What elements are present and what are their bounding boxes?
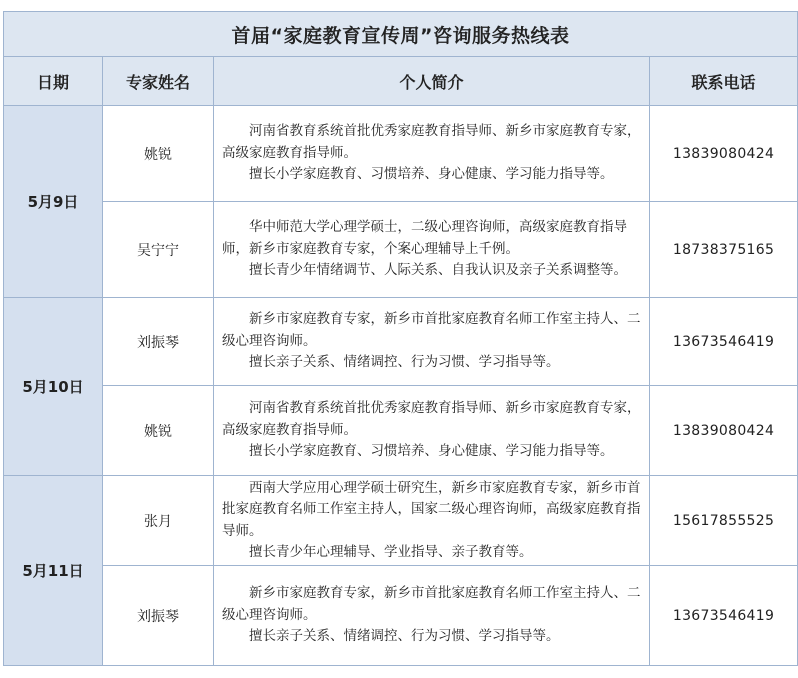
intro-line: 擅长青少年情绪调节、人际关系、自我认识及亲子关系调整等。 bbox=[249, 262, 627, 279]
phone-number[interactable]: 13839080424 bbox=[650, 106, 798, 202]
table-row bbox=[4, 476, 798, 566]
phone-number[interactable]: 13673546419 bbox=[650, 566, 798, 666]
hotline-table bbox=[3, 11, 798, 666]
expert-name: 吴宁宁 bbox=[103, 202, 214, 298]
intro-line: 擅长小学家庭教育、习惯培养、身心健康、学习能力指导等。 bbox=[249, 443, 614, 460]
intro-line: 新乡市家庭教育专家，新乡市首批家庭教育名师工作室主持人、二级心理咨询师。 bbox=[222, 585, 641, 623]
header-name: 专家姓名 bbox=[103, 57, 214, 106]
date-cell: 5月10日 bbox=[4, 298, 103, 476]
date-cell: 5月9日 bbox=[4, 106, 103, 298]
intro-line: 擅长亲子关系、情绪调控、行为习惯、学习指导等。 bbox=[249, 628, 560, 645]
expert-intro bbox=[214, 386, 650, 476]
table-row bbox=[4, 106, 798, 202]
intro-line: 河南省教育系统首批优秀家庭教育指导师、新乡市家庭教育专家，高级家庭教育指导师。 bbox=[222, 123, 641, 161]
phone-number[interactable]: 15617855525 bbox=[650, 476, 798, 566]
intro-line: 新乡市家庭教育专家，新乡市首批家庭教育名师工作室主持人、二级心理咨询师。 bbox=[222, 311, 641, 349]
phone-number[interactable]: 13673546419 bbox=[650, 298, 798, 386]
expert-intro bbox=[214, 298, 650, 386]
header-date: 日期 bbox=[4, 57, 103, 106]
expert-name: 刘振琴 bbox=[103, 298, 214, 386]
table-row bbox=[4, 298, 798, 386]
intro-line: 擅长小学家庭教育、习惯培养、身心健康、学习能力指导等。 bbox=[249, 166, 614, 183]
intro-line: 河南省教育系统首批优秀家庭教育指导师、新乡市家庭教育专家，高级家庭教育指导师。 bbox=[222, 400, 641, 438]
expert-name: 刘振琴 bbox=[103, 566, 214, 666]
table-row bbox=[4, 202, 798, 298]
phone-number[interactable]: 18738375165 bbox=[650, 202, 798, 298]
intro-line: 华中师范大学心理学硕士，二级心理咨询师，高级家庭教育指导师，新乡市家庭教育专家，个案心理辅导上千例。 bbox=[222, 219, 627, 257]
expert-intro bbox=[214, 476, 650, 566]
intro-line: 擅长亲子关系、情绪调控、行为习惯、学习指导等。 bbox=[249, 354, 560, 371]
date-cell: 5月11日 bbox=[4, 476, 103, 666]
expert-name: 姚锐 bbox=[103, 386, 214, 476]
table-row bbox=[4, 566, 798, 666]
expert-intro bbox=[214, 106, 650, 202]
expert-intro bbox=[214, 566, 650, 666]
table-row bbox=[4, 386, 798, 476]
table-title: 首届“家庭教育宣传周”咨询服务热线表 bbox=[4, 12, 798, 57]
header-intro: 个人简介 bbox=[214, 57, 650, 106]
intro-line: 擅长青少年心理辅导、学业指导、亲子教育等。 bbox=[249, 544, 533, 560]
header-phone: 联系电话 bbox=[650, 57, 798, 106]
expert-intro bbox=[214, 202, 650, 298]
intro-line: 西南大学应用心理学硕士研究生，新乡市家庭教育专家，新乡市首批家庭教育名师工作室主持人，国家二级心理咨询师，高级家庭教育指导师。 bbox=[222, 479, 641, 539]
expert-name: 姚锐 bbox=[103, 106, 214, 202]
expert-name: 张月 bbox=[103, 476, 214, 566]
phone-number[interactable]: 13839080424 bbox=[650, 386, 798, 476]
